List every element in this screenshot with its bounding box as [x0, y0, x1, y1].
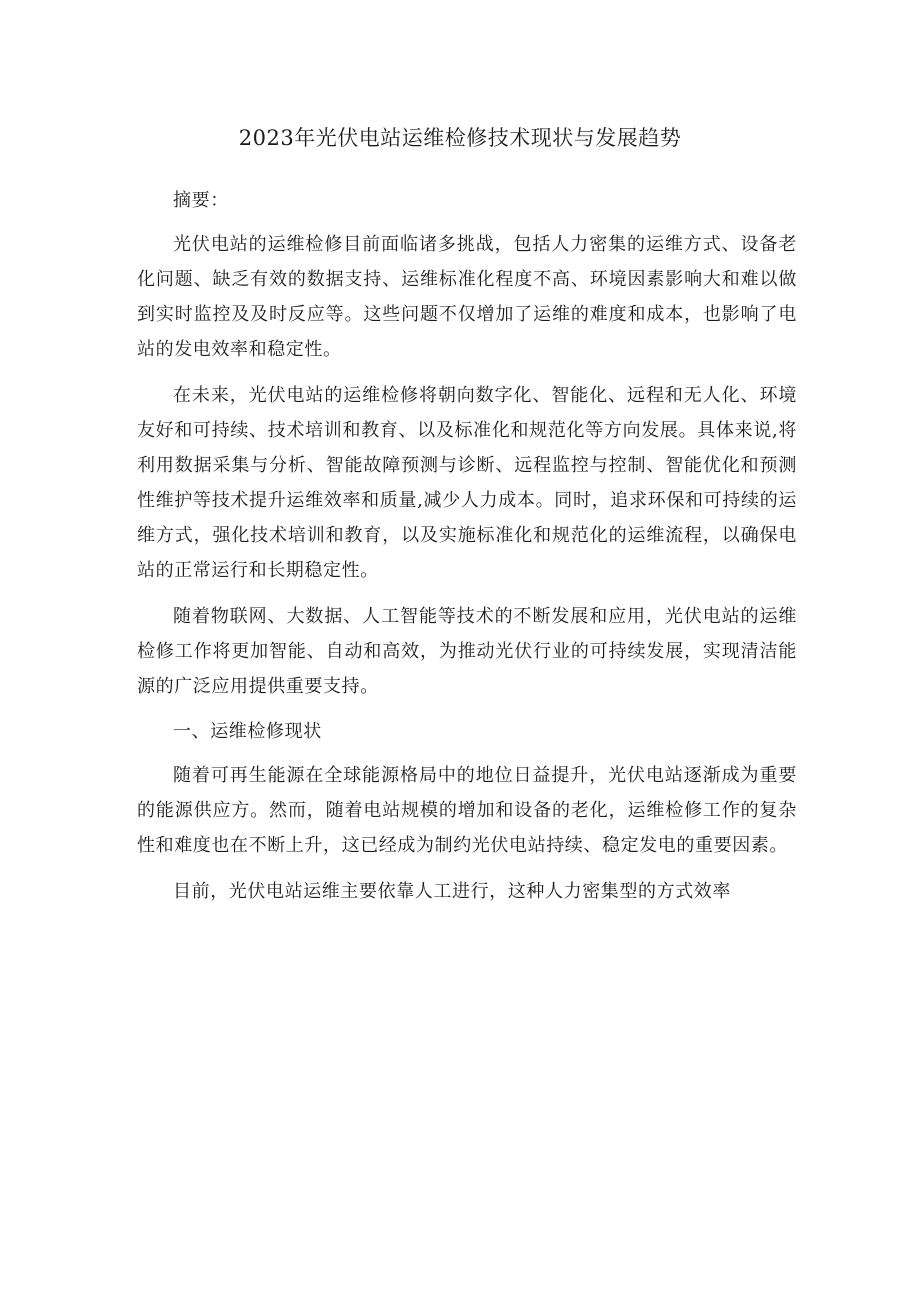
paragraph-challenges: 光伏电站的运维检修目前面临诸多挑战，包括人力密集的运维方式、设备老化问题、缺乏有效的数据支持、运维标准化程度不高、环境因素影响大和难以做到实时监控及及时反应等。这些问题不仅增加了运维的难度和成本，也影响了电站的发电效率和稳定性。: [137, 234, 797, 360]
paragraph-status: 随着可再生能源在全球能源格局中的地位日益提升，光伏电站逐渐成为重要的能源供应方。然而，随着电站规模的增加和设备的老化，运维检修工作的复杂性和难度也在不断上升，这已经成为制约光伏电站持续、稳定发电的重要因素。: [137, 765, 797, 856]
paragraph-current: 目前，光伏电站运维主要依靠人工进行，这种人力密集型的方式效率: [173, 881, 731, 902]
paragraph-technology: 随着物联网、大数据、人工智能等技术的不断发展和应用，光伏电站的运维检修工作将更加智能、自动和高效，为推动光伏行业的可持续发展，实现清洁能源的广泛应用提供重要支持。: [137, 606, 797, 697]
paragraph-future-trends: 在未来，光伏电站的运维检修将朝向数字化、智能化、远程和无人化、环境友好和可持续、技术培训和教育、以及标准化和规范化等方向发展。具体来说,将利用数据采集与分析、智能故障预测与诊断、远程监控与控制、智能优化和预测性维护等技术提升运维效率和质量,减少人力成本。同时，追求环保和可持续的运维方式，强化技术培训和教育，以及实施标准化和规范化的运维流程，以确保电站的正常运行和长期稳定性。: [137, 385, 797, 581]
document-body: [137, 183, 797, 909]
document-title: 2023年光伏电站运维检修技术现状与发展趋势: [238, 126, 682, 150]
abstract-label: 摘要：: [173, 190, 229, 211]
section-heading-status: 一、运维检修现状: [173, 721, 322, 742]
